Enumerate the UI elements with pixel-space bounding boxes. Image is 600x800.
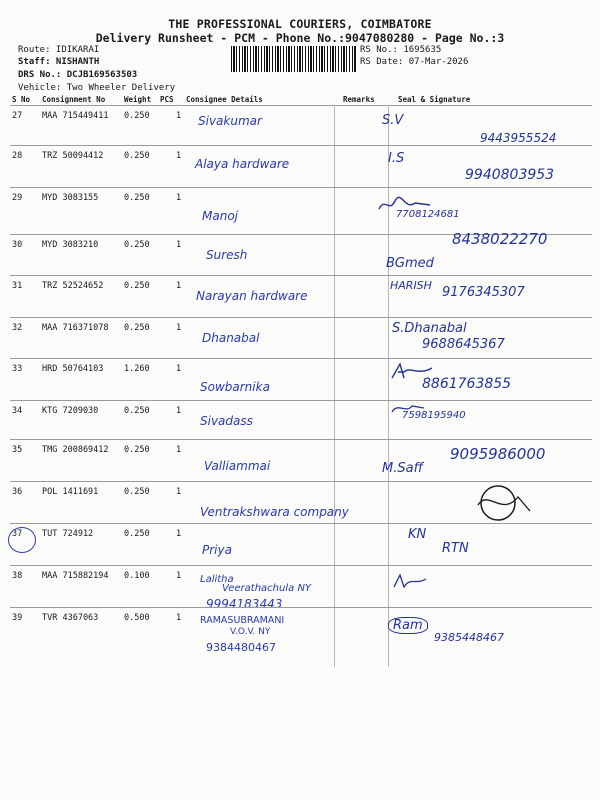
row-consignment: TUT 724912: [42, 529, 94, 539]
row-pcs: 1: [176, 406, 182, 416]
phone-number: 8438022270: [452, 230, 548, 248]
table-row: [10, 400, 592, 440]
row-sno: 27: [12, 111, 23, 121]
phone-number: 7598195940: [402, 410, 466, 421]
table-row: [10, 317, 592, 357]
signature: S.Dhanabal: [392, 321, 467, 336]
row-consignment: POL 1411691: [42, 487, 99, 497]
row-37-circle-mark: [8, 527, 36, 553]
consignee-name: Sivakumar: [198, 114, 262, 128]
row-consignment: TVR 4367063: [42, 613, 99, 623]
return-mark: RTN: [442, 541, 469, 556]
row-consignment: TMG 200869412: [42, 445, 109, 455]
table-row: [10, 275, 592, 315]
row-weight: 0.500: [124, 613, 150, 623]
vehicle-label: Vehicle: Two Wheeler Delivery: [18, 83, 176, 93]
col-remarks: Remarks: [343, 95, 375, 104]
row-pcs: 1: [176, 487, 182, 497]
table-row: [10, 481, 592, 521]
consignee-name: Lalitha: [200, 574, 234, 585]
row-weight: 0.250: [124, 406, 150, 416]
table-row: [10, 439, 592, 479]
row-consignment: MYD 3083210: [42, 240, 99, 250]
consignee-name: Priya: [202, 543, 232, 557]
table-row: [10, 358, 592, 398]
company-title: THE PROFESSIONAL COURIERS, COIMBATORE: [168, 17, 432, 31]
col-pcs: PCS: [160, 95, 174, 104]
row-pcs: 1: [176, 151, 182, 161]
row-pcs: 1: [176, 281, 182, 291]
table-row: [10, 230, 592, 274]
consignee-name: Ventrakshwara company: [200, 505, 349, 519]
row-sno: 33: [12, 364, 23, 374]
row-pcs: 1: [176, 323, 182, 333]
consignee-name: Alaya hardware: [195, 157, 290, 171]
phone-number: 9176345307: [442, 285, 525, 300]
row-weight: 0.250: [124, 445, 150, 455]
signature: KN: [408, 527, 427, 542]
consignee-name: RAMASUBRAMANI: [200, 615, 285, 626]
row-pcs: 1: [176, 613, 182, 623]
row-sno: 29: [12, 193, 23, 203]
row-consignment: KTG 7209030: [42, 406, 99, 416]
row-sno: 31: [12, 281, 23, 291]
signature: S.V: [382, 113, 404, 128]
row-weight: 0.250: [124, 111, 150, 121]
consignee-name: Suresh: [206, 248, 248, 262]
row-sno: 30: [12, 240, 23, 250]
col-seal: Seal & Signature: [398, 95, 471, 104]
row-weight: 0.100: [124, 571, 150, 581]
rs-date: RS Date: 07-Mar-2026: [360, 57, 469, 67]
phone-number: 8861763855: [422, 376, 512, 392]
signature: I.S: [388, 151, 405, 166]
table-row: [10, 145, 592, 185]
phone-number: 9443955524: [480, 131, 557, 145]
phone-number: 9940803953: [465, 167, 555, 183]
signature: HARISH: [390, 279, 432, 292]
row-sno: 37: [12, 529, 23, 539]
row-weight: 0.250: [124, 487, 150, 497]
consignee-address: Veerathachula NY: [222, 583, 312, 594]
row-weight: 0.250: [124, 323, 150, 333]
consignee-address: V.O.V. NY: [230, 627, 271, 637]
row-pcs: 1: [176, 364, 182, 374]
runsheet-table: [10, 105, 592, 667]
row-sno: 38: [12, 571, 23, 581]
consignee-name: Sowbarnika: [200, 380, 270, 394]
col-consignee: Consignee Details: [186, 95, 263, 104]
row-sno: 34: [12, 406, 23, 416]
row-sno: 39: [12, 613, 23, 623]
staff-label: Staff: NISHANTH: [18, 57, 100, 67]
row-weight: 0.250: [124, 281, 150, 291]
row-pcs: 1: [176, 240, 182, 250]
company-stamp: [458, 483, 538, 523]
table-row: [10, 565, 592, 611]
row-sno: 28: [12, 151, 23, 161]
signature: BGmed: [386, 256, 434, 271]
consignee-phone: 9384480467: [206, 641, 276, 654]
signature: M.Saff: [382, 461, 423, 476]
row-pcs: 1: [176, 529, 182, 539]
row-weight: 0.250: [124, 151, 150, 161]
row-consignment: MAA 715882194: [42, 571, 109, 581]
row-sno: 36: [12, 487, 23, 497]
row-consignment: MYD 3083155: [42, 193, 99, 203]
table-row: [10, 607, 592, 654]
runsheet-subtitle: Delivery Runsheet - PCM - Phone No.:9047080280 - Page No.:3: [95, 31, 505, 45]
row-consignment: MAA 715449411: [42, 111, 109, 121]
phone-number: 9688645367: [422, 337, 505, 352]
table-row: [10, 105, 592, 145]
row-sno: 32: [12, 323, 23, 333]
row-weight: 0.250: [124, 193, 150, 203]
phone-number: 7708124681: [396, 209, 460, 220]
consignee-name: Valliammai: [204, 459, 271, 473]
row-weight: 1.260: [124, 364, 150, 374]
row-pcs: 1: [176, 111, 182, 121]
row-weight: 0.250: [124, 529, 150, 539]
consignee-name: Dhanabal: [202, 331, 260, 345]
row-pcs: 1: [176, 445, 182, 455]
row-pcs: 1: [176, 193, 182, 203]
row-weight: 0.250: [124, 240, 150, 250]
table-row: [10, 187, 592, 227]
consignee-name: Narayan hardware: [196, 289, 308, 303]
phone-number: 9385448467: [434, 631, 504, 644]
signature: Ram: [388, 617, 428, 634]
rs-number: RS No.: 1695635: [360, 45, 442, 55]
signature-scribble: [390, 571, 430, 591]
row-consignment: TRZ 52524652: [42, 281, 104, 291]
drs-label: DRS No.: DCJB169563503: [18, 70, 138, 80]
barcode: [231, 46, 357, 72]
consignee-phone: 9994183443: [206, 597, 283, 611]
col-consignment: Consignment No: [42, 95, 106, 104]
row-consignment: TRZ 50094412: [42, 151, 104, 161]
row-consignment: HRD 50764103: [42, 364, 104, 374]
col-weight: Weight: [124, 95, 152, 104]
col-sno: S No: [12, 95, 31, 104]
consignee-name: Manoj: [202, 209, 238, 223]
row-consignment: MAA 716371078: [42, 323, 109, 333]
phone-number: 9095986000: [450, 445, 546, 463]
row-sno: 35: [12, 445, 23, 455]
table-row: [10, 523, 592, 563]
route-label: Route: IDIKARAI: [18, 45, 100, 55]
row-pcs: 1: [176, 571, 182, 581]
consignee-name: Sivadass: [200, 414, 253, 428]
